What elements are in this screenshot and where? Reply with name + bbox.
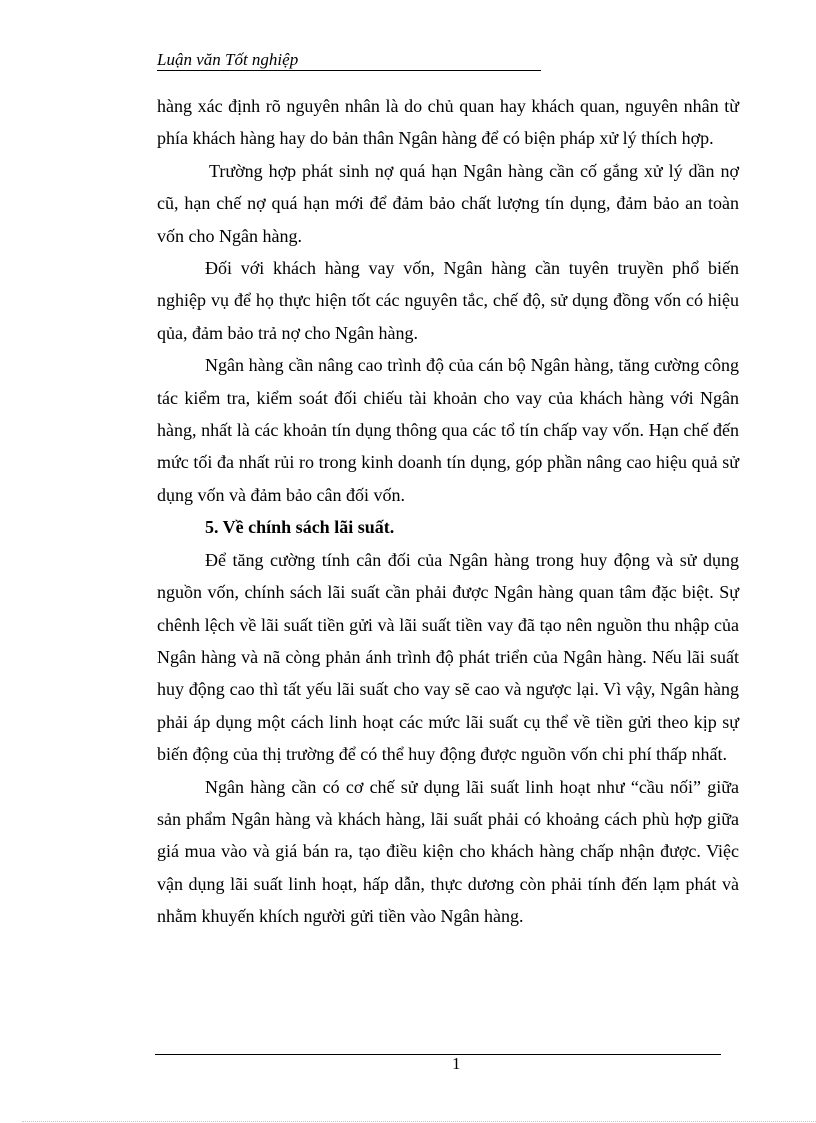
page-header-title: Luận văn Tốt nghiệp <box>157 50 541 71</box>
paragraph-borrowers: Đối với khách hàng vay vốn, Ngân hàng cần tuyên truyền phổ biến nghiệp vụ để họ thực hiện tốt các nguyên tắc, chế độ, sử dụng đồng vốn có hiệu qủa, đảm bảo trả nợ cho Ngân hàng. <box>157 258 739 343</box>
section-heading-interest-policy: 5. Về chính sách lãi suất. <box>205 517 395 538</box>
footer-divider <box>155 1054 721 1055</box>
body-text <box>157 90 739 933</box>
paragraph-flexible-rates: Ngân hàng cần có cơ chế sử dụng lãi suất linh hoạt như “cầu nối” giữa sản phẩm Ngân hàng và khách hàng, lãi suất phải có khoảng cách phù hợp giữa giá mua vào và giá bán ra, tạo điều kiện cho khách hàng chấp nhận được. Việc vận dụng lãi suất linh hoạt, hấp dẫn, thực dương còn phải tính đến lạm phát và nhằm khuyến khích người gửi tiền vào Ngân hàng. <box>157 776 739 927</box>
paragraph-staff-training: Ngân hàng cần nâng cao trình độ của cán bộ Ngân hàng, tăng cường công tác kiểm tra, kiểm soát đối chiếu tài khoản cho vay của khách hàng với Ngân hàng, nhất là các khoản tín dụng thông qua các tổ tín chấp vay vốn. Hạn chế đến mức tối đa nhất rủi ro trong kinh doanh tín dụng, góp phần nâng cao hiệu quả sử dụng vốn và đảm bảo cân đối vốn. <box>157 355 739 505</box>
page-number: 1 <box>452 1054 461 1073</box>
paragraph-cause-identification: hàng xác định rõ nguyên nhân là do chủ quan hay khách quan, nguyên nhân từ phía khách hàng hay do bản thân Ngân hàng để có biện pháp xử lý thích hợp. <box>157 96 739 149</box>
paragraph-overdue-debt: Trường hợp phát sinh nợ quá hạn Ngân hàng cần cố gắng xử lý dần nợ cũ, hạn chế nợ quá hạn mới để đảm bảo chất lượng tín dụng, đảm bảo an toàn vốn cho Ngân hàng. <box>157 160 739 246</box>
paragraph-interest-balance: Để tăng cường tính cân đối của Ngân hàng trong huy động và sử dụng nguồn vốn, chính sách lãi suất cần phải được Ngân hàng quan tâm đặc biệt. Sự chênh lệch về lãi suất tiền gửi và lãi suất tiền vay đã tạo nên nguồn thu nhập của Ngân hàng và nã còng phản ánh trình độ phát triển của Ngân hàng. Nếu lãi suất huy động cao thì tất yếu lãi suất cho vay sẽ cao và ngược lại. Vì vậy, Ngân hàng phải áp dụng một cách linh hoạt các mức lãi suất cụ thể về tiền gửi theo kịp sự biến động của thị trường để có thể huy động được nguồn vốn chi phí thấp nhất. <box>157 549 739 765</box>
page-bottom-edge <box>22 1121 816 1122</box>
